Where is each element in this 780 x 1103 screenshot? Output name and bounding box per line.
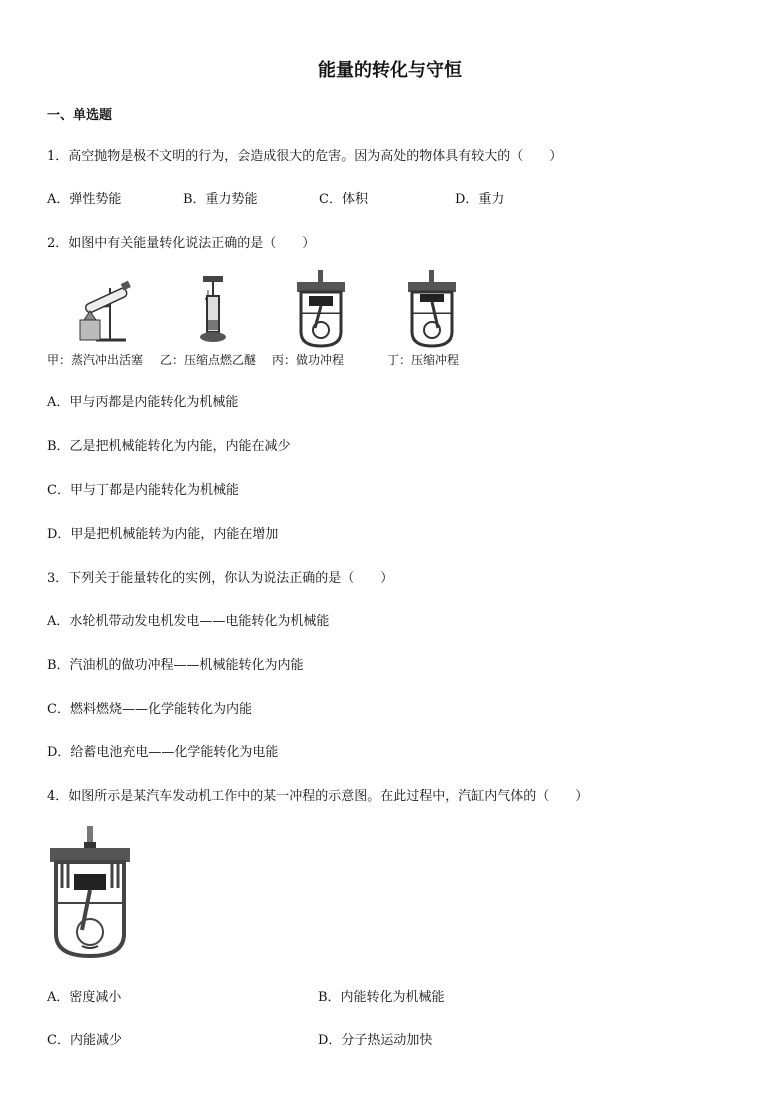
compression-ether-figure: [196, 274, 230, 346]
figure-caption-jia: 甲：蒸汽冲出活塞: [47, 353, 144, 367]
question-1-option-d: D．重力: [455, 192, 505, 207]
question-3-option-a: A．水轮机带动发电机发电——电能转化为机械能: [47, 614, 330, 629]
question-2-option-c: C．甲与丁都是内能转化为机械能: [47, 483, 239, 498]
question-3-option-d: D．给蓄电池充电——化学能转化为电能: [47, 745, 279, 760]
compression-stroke-engine-figure: [404, 270, 460, 348]
question-2-option-b: B．乙是把机械能转化为内能，内能在减少: [47, 439, 291, 454]
question-3-stem: 3．下列关于能量转化的实例，你认为说法正确的是（ ）: [47, 571, 394, 586]
question-2-option-d: D．甲是把机械能转为内能，内能在增加: [47, 527, 279, 542]
engine-stroke-figure: [48, 826, 132, 960]
question-4-option-b: B．内能转化为机械能: [318, 990, 445, 1005]
question-3-option-c: C．燃料燃烧——化学能转化为内能: [47, 702, 252, 717]
question-2-option-a: A．甲与丙都是内能转化为机械能: [47, 395, 239, 410]
question-4-stem: 4．如图所示是某汽车发动机工作中的某一冲程的示意图。在此过程中，汽缸内气体的（ ）: [47, 789, 589, 804]
figure-caption-yi: 乙：压缩点燃乙醚: [160, 353, 257, 367]
question-4-option-a: A．密度减小: [47, 990, 122, 1005]
steam-stopper-figure: [70, 278, 140, 344]
figure-caption-bing: 丙：做功冲程: [272, 353, 345, 367]
question-1-option-a: A．弹性势能: [47, 192, 122, 207]
question-4-option-d: D．分子热运动加快: [318, 1033, 433, 1048]
question-1-option-c: C．体积: [319, 192, 368, 207]
section-heading: 一、单选题: [47, 108, 113, 123]
power-stroke-engine-figure: [293, 270, 349, 348]
document-title: 能量的转化与守恒: [318, 60, 462, 81]
question-2-stem: 2．如图中有关能量转化说法正确的是（ ）: [47, 236, 316, 251]
figure-caption-ding: 丁：压缩冲程: [387, 353, 460, 367]
question-3-option-b: B．汽油机的做功冲程——机械能转化为内能: [47, 658, 304, 673]
question-4-option-c: C．内能减少: [47, 1033, 122, 1048]
question-1-stem: 1．高空抛物是极不文明的行为，会造成很大的危害。因为高处的物体具有较大的（ ）: [47, 149, 563, 164]
question-1-option-b: B．重力势能: [183, 192, 258, 207]
